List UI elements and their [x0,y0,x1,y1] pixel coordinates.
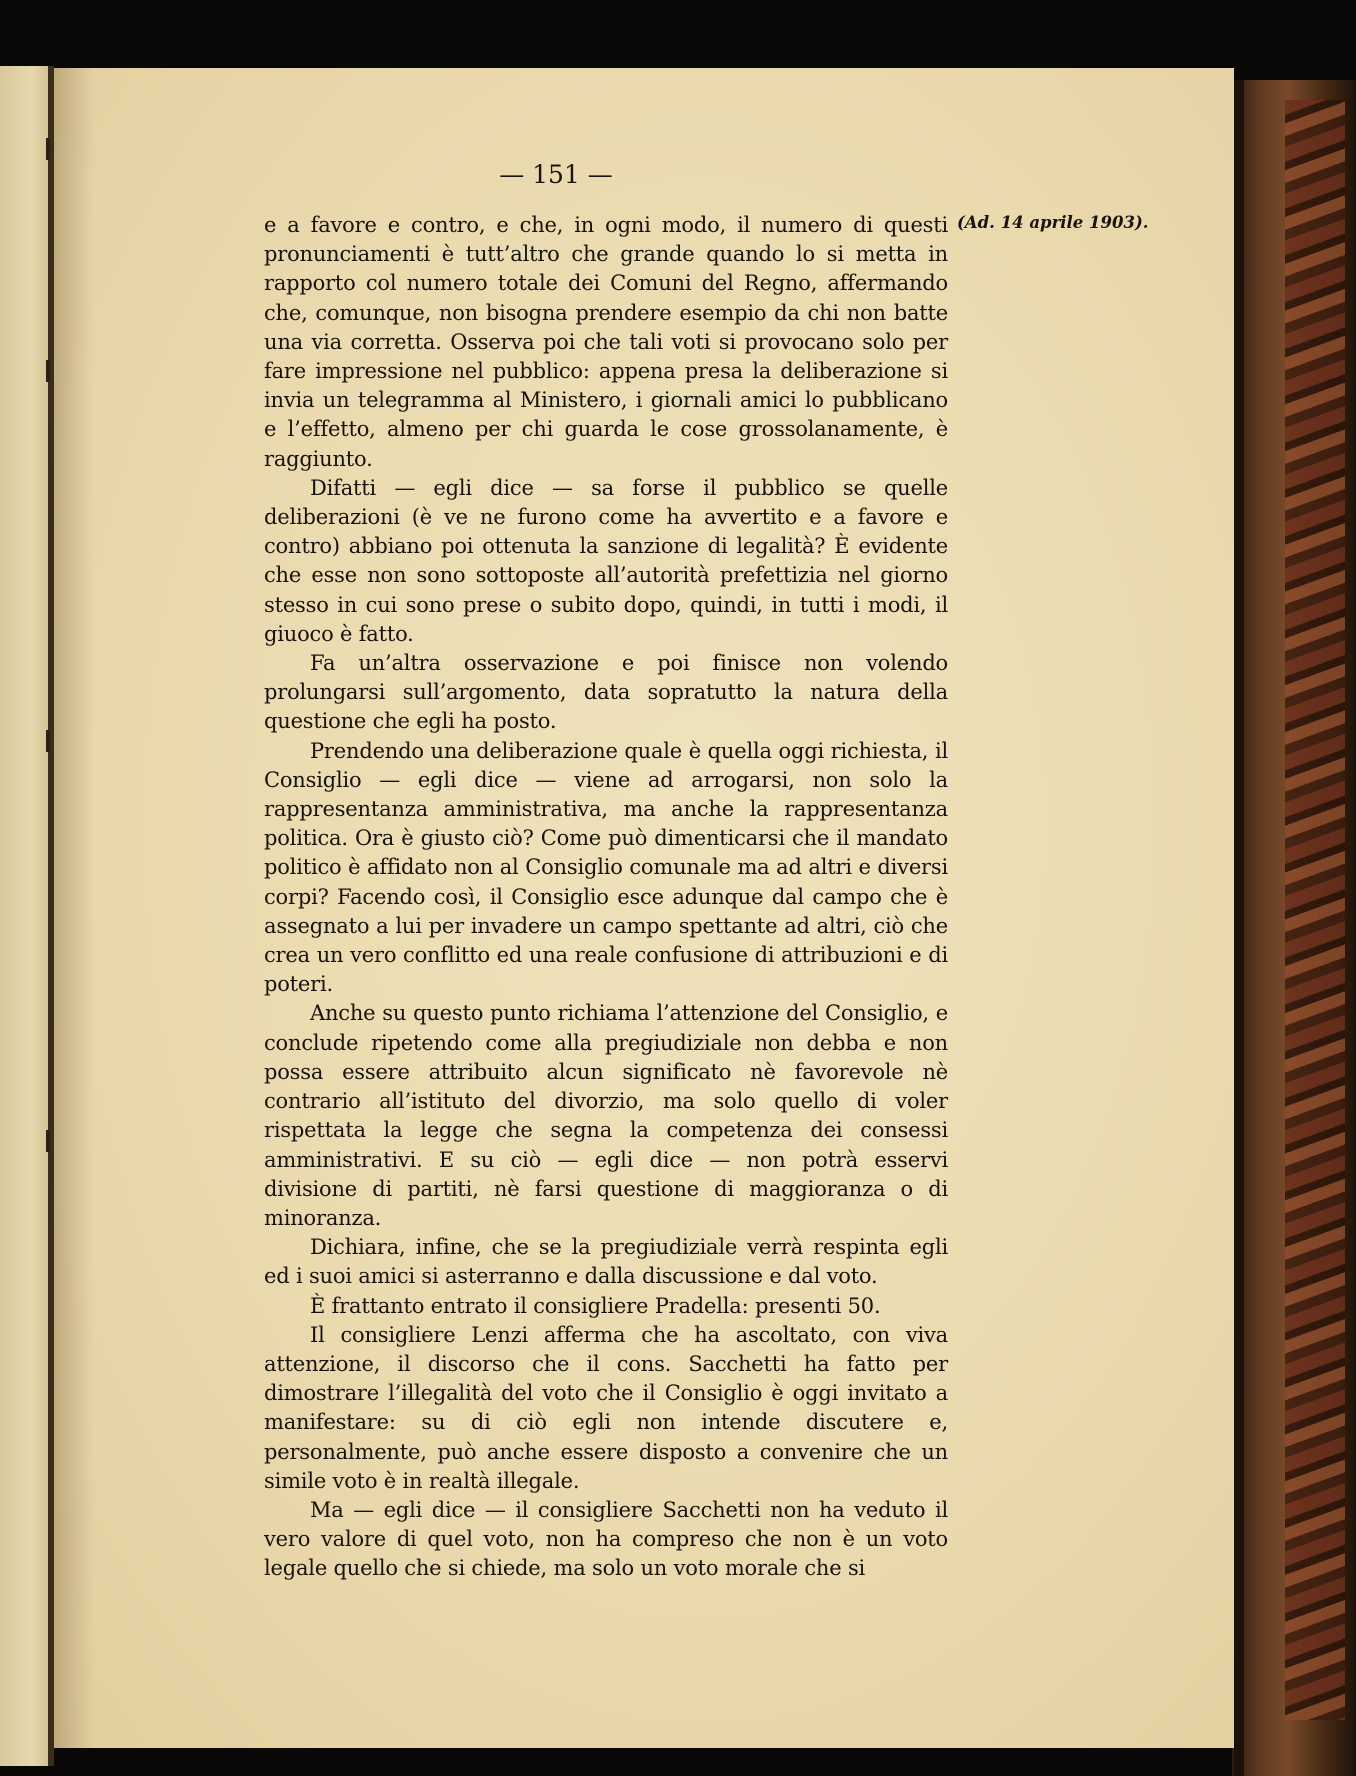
previous-page-edge [0,66,54,1766]
body-text [264,211,948,1584]
page-mark [46,730,50,752]
page-mark [46,1130,50,1152]
paragraph: Prendendo una deliberazione quale è quella oggi richiesta, il Consiglio — egli dice — viene ad arrogarsi, non solo la rappresentanza amministrativa, ma anche la rappresentanza politica. Ora è giusto ciò? Come può dimenticarsi che il mandato politico è affidato non al Consiglio comunale ma ad altri e diversi corpi? Facendo così, il Consiglio esce adunque dal campo che è assegnato a lui per invadere un campo spettante ad altri, ciò che crea un vero conflitto ed una reale confusione di attribuzioni e di poteri. [264,738,948,997]
paragraph: Fa un’altra osservazione e poi finisce non volendo prolungarsi sull’argomento, data sopratutto la natura della questione che egli ha posto. [264,651,948,734]
page-mark [46,360,50,382]
paragraph: Anche su questo punto richiama l’attenzione del Consiglio, e conclude ripetendo come alla pregiudiziale non debba e non possa essere attribuito alcun significato nè favorevole nè contrario all’istituto del divorzio, ma solo quello di voler rispettata la legge che segna la competenza dei consessi amministrativi. E su ciò — egli dice — non potrà esservi divisione di partiti, nè farsi questione di maggioranza o di minoranza. [264,1001,948,1230]
paragraph: e a favore e contro, e che, in ogni modo, il numero di questi pronunciamenti è tutt’altro che grande quando lo si metta in rapporto col numero totale dei Comuni del Regno, affermando che, comunque, non bisogna prendere esempio da chi non batte una via corretta. Osserva poi che tali voti si provocano solo per fare impressione nel pubblico: appena presa la deliberazione si invia un telegramma al Ministero, i giornali amici lo pubblicano e l’effetto, almeno per chi guarda le cose grossolanamente, è raggiunto. [264,213,948,471]
page-number: — 151 — [499,160,613,189]
marbled-edge [1285,100,1345,1720]
paragraph: Difatti — egli dice — sa forse il pubblico se quelle deliberazioni (è ve ne furono come ha avvertito e a favore e contro) abbiano poi ottenuta la sanzione di legalità? È evidente che esse non sono sottoposte all’autorità prefettizia nel giorno stesso in cui sono prese o subito dopo, quindi, in tutti i modi, il giuoco è fatto. [264,475,948,646]
page-mark [46,138,50,160]
show-through-text [150,215,262,1515]
paragraph: È frattanto entrato il consigliere Pradella: presenti 50. [310,1293,881,1318]
margin-note: (Ad. 14 aprile 1903). [957,213,1149,232]
paragraph: Dichiara, infine, che se la pregiudiziale verrà respinta egli ed i suoi amici si asterranno e dalla discussione e dal voto. [264,1235,948,1289]
paragraph: Il consigliere Lenzi afferma che ha ascoltato, con viva attenzione, il discorso che il cons. Sacchetti ha fatto per dimostrare l’illegalità del voto che il Consiglio è oggi invitato a manifestare: su di ciò egli non intende discutere e, personalmente, può anche essere disposto a convenire che un simile voto è in realtà illegale. [264,1322,948,1493]
binding-edge [1234,80,1244,1776]
paragraph: Ma — egli dice — il consigliere Sacchetti non ha veduto il vero valore di quel voto, non ha compreso che non è un voto legale quello che si chiede, ma solo un voto morale che si [264,1497,948,1581]
page-shade [54,68,94,1748]
